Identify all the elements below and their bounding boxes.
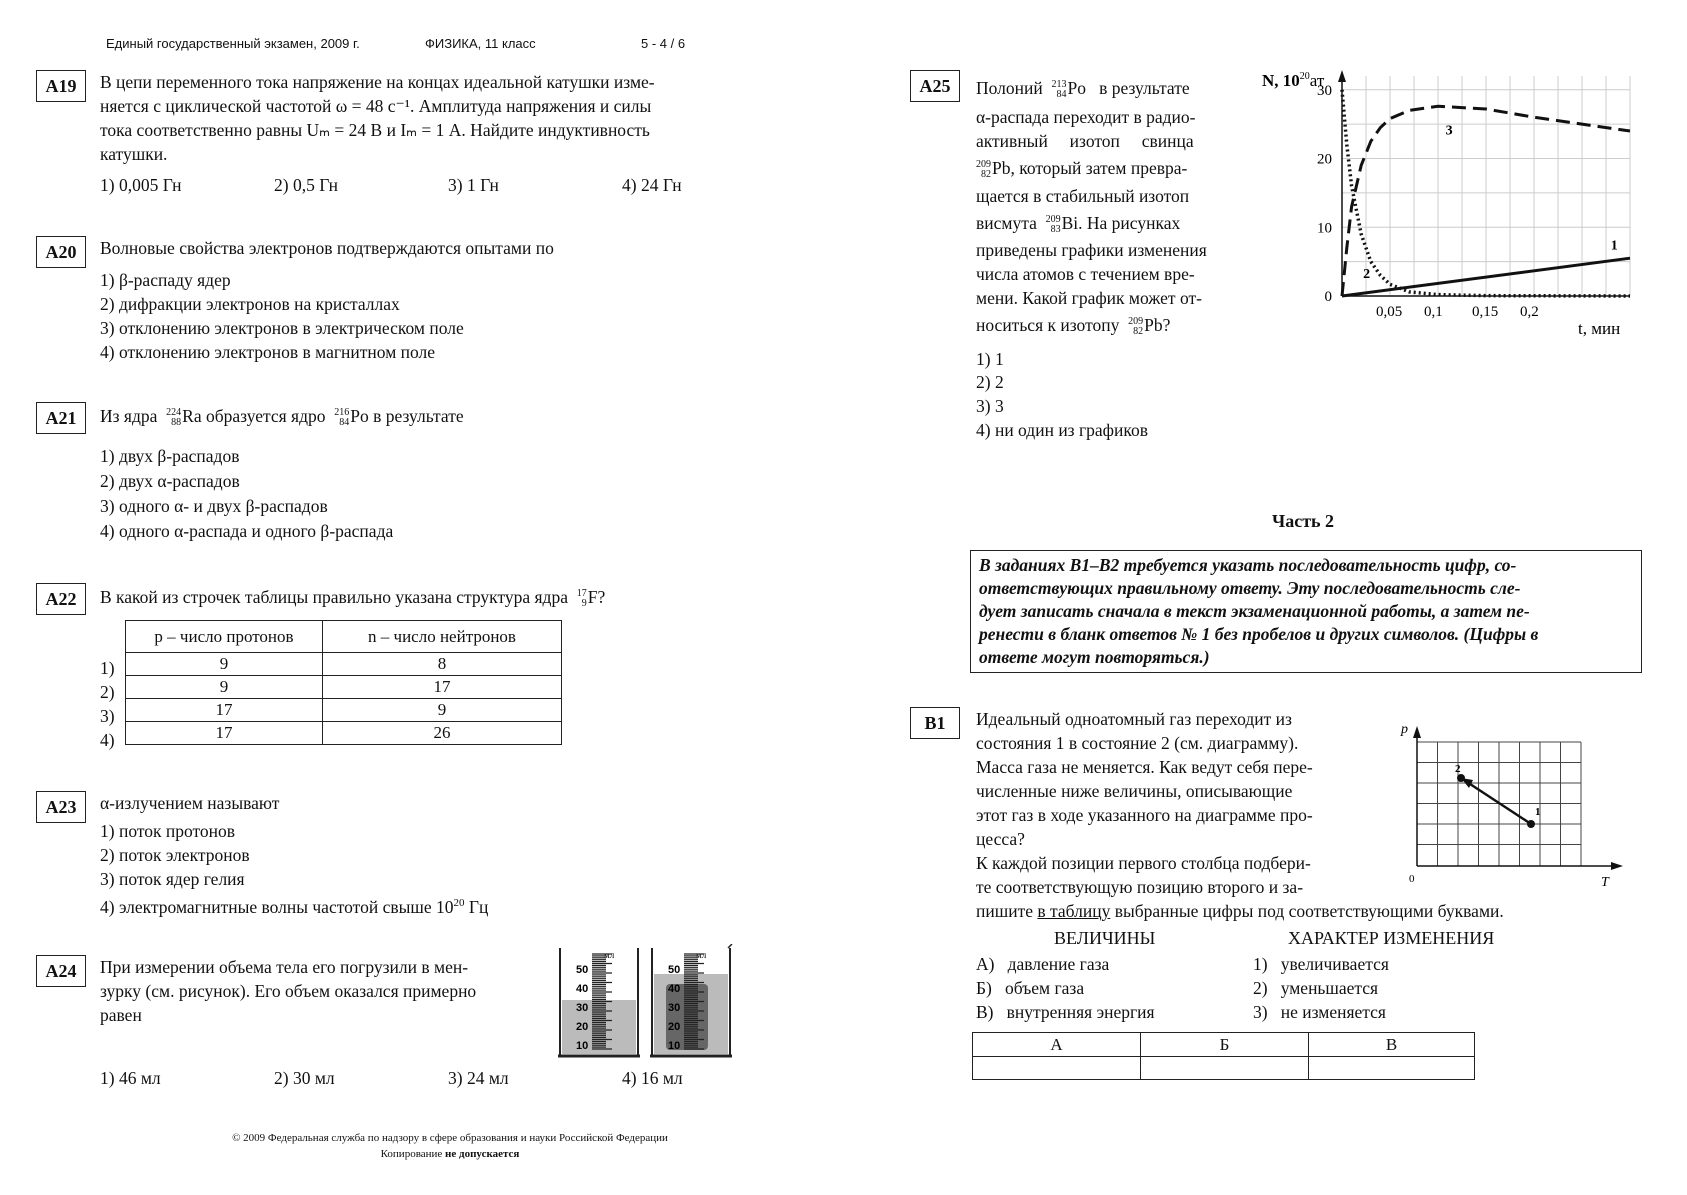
b1-answer-header-a: А <box>973 1033 1141 1057</box>
b1-line-5: этот газ в ходе указанного на диаграмме про- <box>976 805 1313 825</box>
q24-line-2: зурку (см. рисунок). Его объем оказался примерно <box>100 981 477 1001</box>
question-id-a19: A19 <box>36 70 86 102</box>
q25-line-2: α-распада переходит в радио- <box>976 107 1196 127</box>
beaker-1-mark-50: 50 <box>576 964 589 976</box>
question-id-b1: B1 <box>910 707 960 739</box>
b1-col2-item-2: 2) уменьшается <box>1253 978 1379 998</box>
q25-line-3: активный изотоп свинца <box>976 131 1194 151</box>
b1-line-1: Идеальный одноатомный газ переходит из <box>976 709 1292 729</box>
f-charge: 9 <box>581 597 587 609</box>
q20-option-3: 3) отклонению электронов в электрическом поле <box>100 318 464 338</box>
y-axis-label-exp: 20 <box>1299 71 1310 82</box>
q22-col-n: n – число нейтронов <box>323 621 562 653</box>
q25-line-4 <box>976 156 1187 180</box>
q25-line-1-a: Полоний <box>976 78 1043 98</box>
q20-option-4: 4) отклонению электронов в магнитном поле <box>100 342 436 362</box>
ra-nuclide-numbers <box>166 408 181 428</box>
beaker-1-mark-20: 20 <box>576 1021 589 1033</box>
beaker-2-mark-10: 10 <box>668 1040 681 1052</box>
q25-line-9: мени. Какой график может от- <box>976 288 1202 308</box>
q24-option-4: 4) 16 мл <box>622 1068 683 1088</box>
q25-option-4: 4) ни один из графиков <box>976 420 1148 440</box>
pt-point-1-label: 1 <box>1535 806 1541 818</box>
q19-option-2: 2) 0,5 Гн <box>274 175 339 195</box>
q23-option-2: 2) поток электронов <box>100 845 250 865</box>
part2-instructions <box>970 550 1642 673</box>
q21-text <box>100 404 464 428</box>
pt-point-1 <box>1527 820 1535 828</box>
b1-answer-cell-b[interactable] <box>1141 1057 1309 1080</box>
q24-option-2: 2) 30 мл <box>274 1068 335 1088</box>
b1-answer-cell-a[interactable] <box>973 1057 1141 1080</box>
q21-text-c: в результате <box>373 406 464 426</box>
b1-line-3: Масса газа не меняется. Как ведут себя пере- <box>976 757 1313 777</box>
b1-line-7: К каждой позиции первого столбца подбери- <box>976 853 1311 873</box>
pt-label-p: p <box>1401 722 1408 737</box>
y-tick-label: 20 <box>1317 151 1332 168</box>
beaker-2-mark-30: 30 <box>668 1002 681 1014</box>
q20-option-1: 1) β-распаду ядер <box>100 270 231 290</box>
q25-line-10-q: ? <box>1162 315 1171 335</box>
pt-label-origin: 0 <box>1409 873 1415 885</box>
q25-line-6 <box>976 211 1180 235</box>
q22-row-num-1: 1) <box>100 658 115 678</box>
b1-col1-item-3: В) внутренняя энергия <box>976 1002 1155 1022</box>
b1-col2-title: ХАРАКТЕР ИЗМЕНЕНИЯ <box>1288 928 1495 948</box>
pt-diagram <box>1395 720 1625 890</box>
po216-symbol: Po <box>350 406 369 426</box>
q22-col-p: p – число протонов <box>126 621 323 653</box>
q25-line-1 <box>976 76 1190 100</box>
b1-answer-header-v: В <box>1309 1033 1475 1057</box>
beaker-1-mark-40: 40 <box>576 983 589 995</box>
q25-option-1: 1) 1 <box>976 349 1004 369</box>
footer-copy-b: не допускается <box>445 1148 520 1160</box>
q19-option-3: 3) 1 Гн <box>448 175 499 195</box>
q23-option-4 <box>100 891 488 919</box>
question-id-a24: A24 <box>36 955 86 987</box>
q22-cell-p-4: 17 <box>126 722 323 745</box>
x-tick-label: 0,1 <box>1424 304 1443 320</box>
y-tick-label: 0 <box>1324 289 1332 305</box>
q22-row-num-3: 3) <box>100 706 115 726</box>
b1-line-8: те соответствующую позицию второго и за- <box>976 877 1304 897</box>
beaker-empty <box>558 948 640 1056</box>
q19-option-4: 4) 24 Гн <box>622 175 682 195</box>
q19-line-1: В цепи переменного тока напряжение на концах идеальной катушки изме- <box>100 72 655 92</box>
bi-nuclide-numbers <box>1046 215 1061 235</box>
question-id-a23: A23 <box>36 791 86 823</box>
b1-col2-item-3: 3) не изменяется <box>1253 1002 1386 1022</box>
q22-text-main: В какой из строчек таблицы правильно указана структура ядра <box>100 587 568 607</box>
q23-text: α-излучением называют <box>100 793 280 813</box>
b1-line-9-a: пишите <box>976 901 1033 921</box>
pb-symbol-2: Pb <box>1144 315 1163 335</box>
footer-copy-notice <box>140 1148 760 1160</box>
part2-note-line-4: ренести в бланк ответов № 1 без пробелов и других символов. (Цифры в <box>979 624 1539 644</box>
q22-row-num-2: 2) <box>100 682 115 702</box>
y-tick-label: 30 <box>1317 82 1332 99</box>
q22-cell-p-3: 17 <box>126 699 323 722</box>
q24-line-3: равен <box>100 1005 142 1025</box>
q22-question-mark: ? <box>597 587 606 607</box>
po213-charge: 84 <box>1056 88 1067 100</box>
q22-row-num-4: 4) <box>100 730 115 750</box>
q23-option-4-text: 4) электромагнитные волны частотой свыше 10 <box>100 896 454 917</box>
pb-charge-2: 82 <box>1133 325 1144 337</box>
footer-copy-a: Копирование <box>380 1148 443 1160</box>
b1-answer-cell-v[interactable] <box>1309 1057 1475 1080</box>
q22-text <box>100 585 605 609</box>
header-subject: ФИЗИКА, 11 класс <box>425 36 536 51</box>
q22-cell-p-1: 9 <box>126 653 323 676</box>
q25-option-2: 2) 2 <box>976 372 1004 392</box>
pt-point-2-label: 2 <box>1455 763 1461 775</box>
b1-line-9-b: выбранные цифры под соответствующими буквами. <box>1114 901 1504 921</box>
beakers-figure <box>556 944 736 1062</box>
part2-note-line-1: В заданиях B1–B2 требуется указать последовательность цифр, со- <box>979 555 1517 575</box>
bi-mass: 209 <box>1045 213 1061 225</box>
q19-line-4: катушки. <box>100 144 168 164</box>
question-id-a20: A20 <box>36 236 86 268</box>
q25-line-4-text: , который затем превра- <box>1010 158 1188 178</box>
beaker-1-mark-10: 10 <box>576 1040 589 1052</box>
b1-answer-table <box>972 1032 1475 1080</box>
b1-col1-item-2: Б) объем газа <box>976 978 1085 998</box>
q22-cell-p-2: 9 <box>126 676 323 699</box>
part2-title: Часть 2 <box>1272 511 1335 531</box>
question-id-a22: A22 <box>36 583 86 615</box>
pt-label-t: T <box>1601 875 1609 890</box>
header-exam: Единый государственный экзамен, 2009 г. <box>106 36 360 51</box>
b1-col1-item-1: А) давление газа <box>976 954 1110 974</box>
bi-symbol: Bi <box>1061 213 1079 233</box>
q25-line-10-a: носиться к изотопу <box>976 315 1120 335</box>
q20-text: Волновые свойства электронов подтверждаются опытами по <box>100 238 554 258</box>
y-axis-label-text: N, 10 <box>1262 71 1300 90</box>
ra-charge: 88 <box>171 416 182 428</box>
po213-nuclide-numbers <box>1052 80 1067 100</box>
q19-option-1: 1) 0,005 Гн <box>100 175 182 195</box>
q22-cell-n-4: 26 <box>323 722 562 745</box>
b1-col1-title: ВЕЛИЧИНЫ <box>1054 928 1156 948</box>
b1-table-link: в таблицу <box>1037 901 1111 921</box>
q25-line-10 <box>976 313 1170 337</box>
po213-symbol: Po <box>1067 78 1086 98</box>
question-id-a21: A21 <box>36 402 86 434</box>
b1-line-9 <box>976 899 1504 923</box>
pt-axis-t-arrow <box>1611 862 1623 870</box>
q21-text-b: образуется ядро <box>205 406 326 426</box>
b1-line-2: состояния 1 в состояние 2 (см. диаграмму). <box>976 733 1299 753</box>
x-tick-label: 0,05 <box>1376 304 1403 320</box>
series-3-label: 3 <box>1445 123 1453 139</box>
q21-text-a: Из ядра <box>100 406 158 426</box>
series-2-label: 2 <box>1363 267 1371 283</box>
q23-option-4-unit: Гц <box>468 896 489 917</box>
pt-axis-p-arrow <box>1413 726 1421 738</box>
q22-cell-n-3: 9 <box>323 699 562 722</box>
q22-table <box>125 620 562 745</box>
beaker-1-unit: мл <box>604 950 615 960</box>
part2-note-line-5: ответе могут повторяться.) <box>979 647 1210 667</box>
beaker-with-body <box>650 944 732 1056</box>
q25-line-1-b: в результате <box>1099 78 1190 98</box>
po216-charge: 84 <box>339 416 350 428</box>
f-mass: 17 <box>576 587 587 599</box>
x-tick-label: 0,2 <box>1520 304 1539 320</box>
po213-mass: 213 <box>1051 78 1067 90</box>
part2-note-line-2: ответствующих правильному ответу. Эту последовательность сле- <box>979 578 1521 598</box>
q21-option-4: 4) одного α-распада и одного β-распада <box>100 521 394 541</box>
q24-option-3: 3) 24 мл <box>448 1068 509 1088</box>
po216-mass: 216 <box>334 406 350 418</box>
q23-option-1: 1) поток протонов <box>100 821 236 841</box>
q25-line-8: числа атомов с течением вре- <box>976 264 1195 284</box>
pb-charge-1: 82 <box>981 168 991 180</box>
ra-symbol: Ra <box>182 406 202 426</box>
b1-line-6: цесса? <box>976 829 1025 849</box>
pb-mass-1: 209 <box>976 158 991 170</box>
b1-answer-header-b: Б <box>1141 1033 1309 1057</box>
q24-option-1: 1) 46 мл <box>100 1068 161 1088</box>
b1-line-4: численные ниже величины, описывающие <box>976 781 1293 801</box>
q21-option-3: 3) одного α- и двух β-распадов <box>100 496 328 516</box>
x-tick-label: 0,15 <box>1472 304 1499 320</box>
po216-nuclide-numbers <box>334 408 349 428</box>
y-axis-arrow <box>1338 70 1346 82</box>
x-axis-label: t, мин <box>1578 319 1621 338</box>
q25-option-3: 3) 3 <box>976 396 1004 416</box>
pt-point-2 <box>1457 774 1465 782</box>
q23-option-4-exp: 20 <box>453 897 465 909</box>
f-nuclide-numbers <box>577 589 587 609</box>
q19-line-3: тока соответственно равны Uₘ = 24 В и Iₘ = 1 А. Найдите индуктивность <box>100 120 650 140</box>
q25-line-7: приведены графики изменения <box>976 240 1207 260</box>
q25-line-5: щается в стабильный изотоп <box>976 186 1190 206</box>
q25-line-6-a: висмута <box>976 213 1037 233</box>
beaker-2-mark-40: 40 <box>668 983 681 995</box>
y-tick-label: 10 <box>1317 220 1332 237</box>
header-page: 5 - 4 / 6 <box>641 36 686 51</box>
pb-nuclide-numbers-1 <box>976 160 991 180</box>
beaker-1-mark-30: 30 <box>576 1002 589 1014</box>
pb-mass-2: 209 <box>1128 315 1144 327</box>
q25-line-6-b: . На рисунках <box>1078 213 1181 233</box>
pb-symbol-1: Pb <box>992 158 1011 178</box>
q23-option-3: 3) поток ядер гелия <box>100 869 245 889</box>
bi-charge: 83 <box>1050 223 1061 235</box>
footer-copyright: © 2009 Федеральная служба по надзору в сфере образования и науки Российской Федерации <box>232 1132 668 1144</box>
y-axis-label-unit: ат <box>1309 71 1325 90</box>
q24-line-1: При измерении объема тела его погрузили в мен- <box>100 957 469 977</box>
question-id-a25: A25 <box>910 70 960 102</box>
ra-mass: 224 <box>166 406 182 418</box>
q21-option-2: 2) двух α-распадов <box>100 471 240 491</box>
decay-chart <box>1250 62 1640 352</box>
part2-note-line-3: дует записать сначала в текст экзаменационной работы, а затем пе- <box>979 601 1530 621</box>
beaker-2-unit: мл <box>696 950 707 960</box>
f-symbol: F <box>587 587 598 607</box>
y-axis-label <box>1262 71 1325 90</box>
b1-col2-item-1: 1) увеличивается <box>1253 954 1389 974</box>
q19-line-2: няется с циклической частотой ω = 48 с⁻¹. Амплитуда напряжения и силы <box>100 96 652 116</box>
q22-cell-n-2: 17 <box>323 676 562 699</box>
beaker-2-mark-20: 20 <box>668 1021 681 1033</box>
pb-nuclide-numbers-2 <box>1128 317 1143 337</box>
beaker-2-mark-50: 50 <box>668 964 681 976</box>
series-1-label: 1 <box>1610 238 1618 254</box>
q21-option-1: 1) двух β-распадов <box>100 446 240 466</box>
q22-cell-n-1: 8 <box>323 653 562 676</box>
q20-option-2: 2) дифракции электронов на кристаллах <box>100 294 400 314</box>
